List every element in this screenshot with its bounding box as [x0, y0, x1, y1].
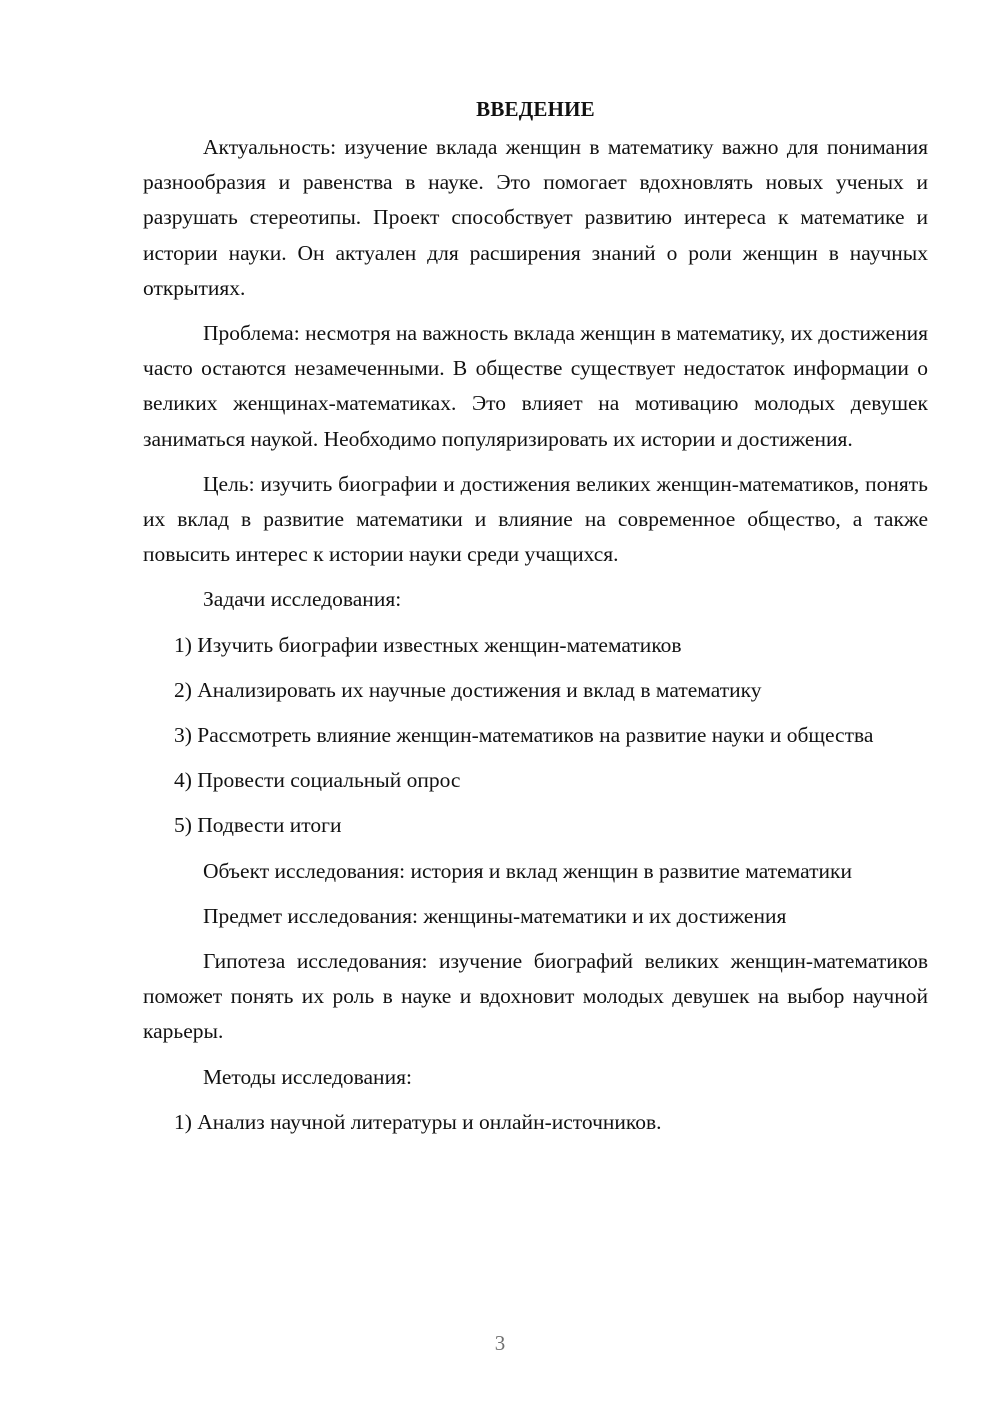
task-item-3: 3) Рассмотреть влияние женщин-математиков на развитие науки и общества: [174, 723, 874, 748]
methods-heading: Методы исследования:: [203, 1064, 412, 1089]
task-item-5: 5) Подвести итоги: [174, 813, 342, 838]
document-page: [143, 92, 928, 1140]
research-subject-paragraph: Предмет исследования: женщины-математики и их достижения: [203, 903, 787, 928]
problem-paragraph: Проблема: несмотря на важность вклада женщин в математику, их достижения часто остаются незамеченными. В обществе существует недостаток информации о великих женщинах-математиках. Это влияет на мотивацию молодых девушек заниматься наукой. Необходимо популяризировать их истории и достижения.: [143, 321, 928, 451]
task-item-4: 4) Провести социальный опрос: [174, 768, 461, 793]
task-item-2: 2) Анализировать их научные достижения и вклад в математику: [174, 677, 762, 702]
section-title: ВВЕДЕНИЕ: [476, 97, 595, 121]
relevance-paragraph: Актуальность: изучение вклада женщин в математику важно для понимания разнообразия и равенства в науке. Это помогает вдохновлять новых ученых и разрушать стереотипы. Проект способствует развитию интереса к математике и истории науки. Он актуален для расширения знаний о роли женщин в научных открытиях.: [143, 135, 928, 300]
method-item-1: 1) Анализ научной литературы и онлайн-источников.: [174, 1109, 662, 1134]
tasks-heading: Задачи исследования:: [203, 587, 402, 612]
research-object-paragraph: Объект исследования: история и вклад женщин в развитие математики: [203, 858, 852, 883]
task-item-1: 1) Изучить биографии известных женщин-математиков: [174, 632, 682, 657]
hypothesis-paragraph: Гипотеза исследования: изучение биографий великих женщин-математиков поможет понять их роль в науке и вдохновит молодых девушек на выбор научной карьеры.: [143, 949, 928, 1044]
page-number: 3: [494, 1331, 506, 1355]
goal-paragraph: Цель: изучить биографии и достижения великих женщин-математиков, понять их вклад в развитие математики и влияние на современное общество, а также повысить интерес к истории науки среди учащихся.: [143, 471, 928, 567]
